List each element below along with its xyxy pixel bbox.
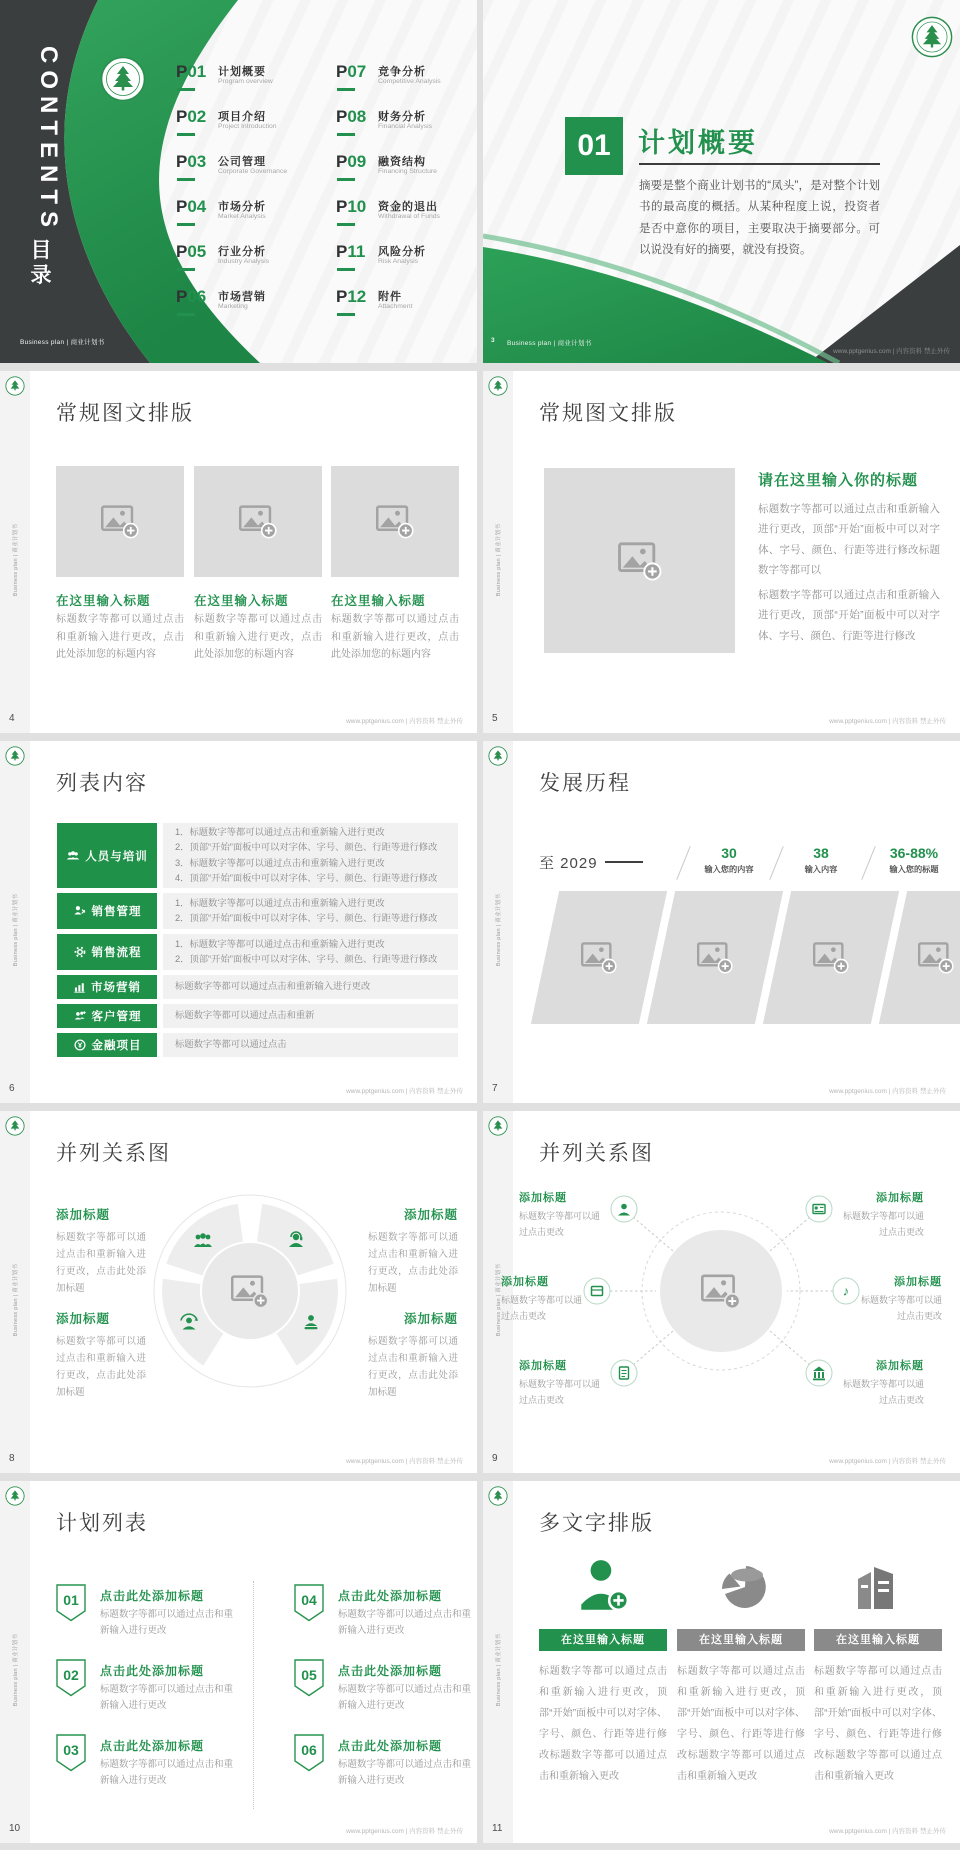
slide-list-thumbnail[interactable] [0, 741, 477, 1103]
section-summary-text: 摘要是整个商业计划书的“凤头”，是对整个计划书的最高度的概括。从某种程度上说，投资者是否中意你的项目，主要取决于摘要部分。可以说没有好的摘要，就没有投资。 [639, 180, 880, 256]
list-button-label: 市场营销 [91, 982, 141, 994]
column-header: 在这里输入标题 [814, 1629, 942, 1651]
salesperson-icon [73, 904, 87, 918]
right-heading: 请在这里输入你的标题 [758, 472, 919, 489]
list-button [57, 934, 157, 970]
timeline-stat [868, 845, 960, 875]
footer-url: www.pptgenius.com | 内容资料 禁止外传 [346, 718, 463, 725]
footer-url: www.pptgenius.com | 内容资料 禁止外传 [829, 718, 946, 725]
column-body: 标题数字等都可以通过点击和重新输入进行更改，点击此处添加您的标题内容 [56, 614, 184, 660]
list-panel: 1．标题数字等都可以通过点击和重新输入进行更改 2．顶部“开始”面板中可以对字体、字号、颜色、行距等进行修改 [163, 934, 458, 970]
tree-emblem-logo-icon [488, 376, 508, 396]
slide-title: 常规图文排版 [539, 402, 677, 425]
toc-prefix: P [176, 62, 188, 81]
column-body: 标题数字等都可以通过点击和重新输入进行更改，点击此处添加您的标题内容 [331, 614, 459, 660]
column-heading: 在这里输入标题 [56, 594, 151, 608]
toc-item[interactable]: P08 财务分析 Financial Analysis [336, 107, 477, 143]
page-number: 10 [9, 1823, 21, 1834]
list-panel: 标题数字等都可以通过点击和重新输入进行更改 [163, 975, 458, 999]
image-placeholder [194, 466, 322, 577]
customers-icon [73, 1009, 87, 1023]
toc-item[interactable]: P07 竞争分析 Competitive Analysis [336, 62, 477, 98]
toc-item[interactable]: P12 附件 Attachment [336, 287, 477, 323]
slide-multitext-thumbnail[interactable] [483, 1481, 960, 1843]
stat-label: 输入内容 [804, 865, 838, 874]
number-badge [56, 1584, 86, 1622]
stat-label: 输入您的内容 [704, 865, 754, 874]
slide-title: 发展历程 [539, 772, 631, 795]
section-number-badge: 01 [565, 117, 623, 175]
footer-url: www.pptgenius.com | 内容资料 禁止外传 [829, 1828, 946, 1835]
image-placeholder [202, 1243, 298, 1339]
slide-title: 多文字排版 [539, 1512, 654, 1535]
slide-title: 计划列表 [56, 1512, 148, 1535]
slide-contents-thumbnail[interactable] [0, 0, 477, 363]
slide-plan-thumbnail[interactable]: Business plan | 商业计划书 10 www.pptgenius.com | 内容资料 禁止外传 计划列表 01 点击此处添加标题 标题数字等都可以通过点击和重新输入进行更改 02 点击此处添加标题 标题数字等都可以通过点击和重新输入进行更改 03 点击此处添加标题 标题数字等都可以通过点击和重新输入进行更改 04 点击此处添加标题 标题数字等都可以通过点击和重新输入进行更改 05 点击此处添加标题 标题数字等都可以通过点击和重新输入进行更改 06 点击此处添加标题 标题数字等都可以通过点击和重新输入进行更改 [0, 1481, 477, 1843]
tree-emblem-logo-icon [5, 746, 25, 766]
page-number: 11 [492, 1823, 503, 1834]
footer-url: www.pptgenius.com | 内容资料 禁止外传 [346, 1458, 463, 1465]
list-button-label: 销售流程 [91, 947, 142, 959]
list-button [57, 823, 157, 888]
cover-footer-text: Business plan | 商业计划书 [20, 339, 105, 346]
list-button-label: 金融项目 [91, 1040, 142, 1052]
slide-pics3-thumbnail[interactable] [0, 371, 477, 733]
svg-text:06: 06 [301, 1742, 317, 1758]
svg-text:04: 04 [301, 1592, 317, 1608]
svg-text:03: 03 [63, 1742, 79, 1758]
stat-value: 38 [813, 845, 829, 861]
page-number: 7 [492, 1083, 498, 1094]
page-number: 5 [492, 713, 498, 724]
list-button [57, 1033, 157, 1057]
toc-item[interactable]: P05 行业分析 Industry Analysis [176, 242, 328, 278]
tree-emblem-logo-icon [5, 376, 25, 396]
slide-pictext-thumbnail[interactable] [483, 371, 960, 733]
sidebar-vertical-text: Business plan | 商业计划书 [496, 523, 502, 597]
column-body: 标题数字等都可以通过点击和重新输入进行更改，点击此处添加您的标题内容 [194, 614, 322, 660]
diagram-text-block: 添加标题 标题数字等都可以通过点击更改 [519, 1360, 601, 1405]
list-button-label: 客户管理 [91, 1011, 142, 1023]
toc-item[interactable]: P02 项目介绍 Project Introduction [176, 107, 328, 143]
finance-icon [73, 1038, 87, 1052]
timeline-year-label: 至 2029 [539, 855, 598, 872]
sidebar-vertical-text: Business plan | 商业计划书 [13, 893, 19, 967]
right-paragraph-2: 标题数字等都可以通过点击和重新输入进行更改，顶部“开始”面板中可以对字体、字号、颜色、行距等进行修改 [758, 589, 940, 642]
toc-item[interactable]: P04 市场分析 Market Analysis [176, 197, 328, 233]
toc-item[interactable]: P03 公司管理 Corporate Governance [176, 152, 328, 188]
toc-item[interactable] [176, 62, 328, 98]
footer-url: www.pptgenius.com | 内容资料 禁止外传 [829, 1458, 946, 1465]
sidebar-vertical-text: Business plan | 商业计划书 [496, 1263, 502, 1337]
list-panel: 标题数字等都可以通过点击 [163, 1033, 458, 1057]
stat-value: 30 [721, 845, 737, 861]
timeline-stat [683, 845, 775, 875]
toc-item[interactable]: P10 资金的退出 Withdrawal of Funds [336, 197, 477, 233]
list-button-label: 销售管理 [91, 906, 142, 918]
page-number: 6 [9, 1083, 15, 1094]
section-title-rule [639, 163, 880, 165]
diagram-text-block: 添加标题 标题数字等都可以通过点击和重新输入进行更改，点击此处添加标题 [368, 1312, 458, 1399]
image-placeholder [647, 891, 783, 1024]
svg-text:♪: ♪ [842, 1283, 850, 1299]
column-divider [253, 1581, 254, 1809]
column-heading: 在这里输入标题 [331, 594, 426, 608]
diagram-text-block: 添加标题 标题数字等都可以通过点击更改 [842, 1360, 924, 1405]
diagram-text-block: 添加标题 标题数字等都可以通过点击和重新输入进行更改，点击此处添加标题 [56, 1208, 146, 1295]
footer-url: www.pptgenius.com | 内容资料 禁止外传 [346, 1088, 463, 1095]
svg-text:01: 01 [63, 1592, 79, 1608]
slide-title: 常规图文排版 [56, 402, 194, 425]
image-placeholder [544, 468, 735, 653]
sidebar-vertical-text: Business plan | 商业计划书 [496, 893, 502, 967]
right-paragraph-1: 标题数字等都可以通过点击和重新输入进行更改，顶部“开始”面板中可以对字体、字号、颜色、行距等进行修改标题数字等都可以 [758, 503, 940, 577]
team-icon [66, 849, 80, 863]
tree-emblem-logo-icon [488, 1486, 508, 1506]
tree-emblem-logo-icon [911, 16, 953, 58]
slide-title: 列表内容 [56, 772, 148, 795]
image-placeholder [56, 466, 184, 577]
list-panel: 1．标题数字等都可以通过点击和重新输入进行更改 2．顶部“开始”面板中可以对字体、字号、颜色、行距等进行修改 [163, 893, 458, 929]
image-placeholder [531, 891, 667, 1024]
diagram-text-block: 添加标题 标题数字等都可以通过点击更改 [519, 1192, 601, 1237]
sidebar-vertical-text: Business plan | 商业计划书 [13, 1633, 19, 1707]
timeline-year-dash [605, 861, 643, 863]
toc-title-en: Program overview [218, 78, 273, 85]
contents-vertical-title: CONTENTS [35, 46, 62, 234]
svg-text:02: 02 [63, 1667, 79, 1683]
sidebar-vertical-text: Business plan | 商业计划书 [13, 523, 19, 597]
list-button-label: 人员与培训 [85, 850, 148, 863]
column-heading: 在这里输入标题 [194, 594, 289, 608]
list-panel: 1．标题数字等都可以通过点击和重新输入进行更改 2．顶部“开始”面板中可以对字体、字号、颜色、行距等进行修改 3．标题数字等都可以通过点击和重新输入进行更改 4．顶部“开始”面板中可以对字体、字号、颜色、行距等进行修改 [163, 823, 458, 888]
diagram-text-block: 添加标题 标题数字等都可以通过点击更改 [860, 1276, 942, 1321]
bar-chart-icon [73, 981, 86, 994]
pie-chart-icon [713, 1561, 771, 1613]
slide-parallel6-thumbnail[interactable] [483, 1111, 960, 1473]
slide-parallel4-thumbnail[interactable] [0, 1111, 477, 1473]
toc-item[interactable]: P09 融资结构 Financing Structure [336, 152, 477, 188]
stat-label: 输入您的标题 [889, 865, 939, 874]
tree-emblem-logo-icon [5, 1486, 25, 1506]
section-footer-text: Business plan | 商业计划书 [507, 339, 592, 347]
slide-title: 并列关系图 [56, 1142, 171, 1165]
diagram-text-block: 添加标题 标题数字等都可以通过点击和重新输入进行更改，点击此处添加标题 [56, 1312, 146, 1399]
image-placeholder [331, 466, 459, 577]
image-placeholder-icon [101, 504, 139, 539]
footer-url: www.pptgenius.com | 内容资料 禁止外传 [833, 348, 950, 355]
image-placeholder [763, 891, 899, 1024]
column-body: 标题数字等都可以通过点击和重新输入进行更改，顶部“开始”面板中可以对字体、字号、颜色、行距等进行修改标题数字等都可以通过点击和重新输入更改 [814, 1666, 942, 1782]
toc-item[interactable]: P06 市场营销 Marketing [176, 287, 328, 323]
footer-url: www.pptgenius.com | 内容资料 禁止外传 [346, 1828, 463, 1835]
diagram-text-block: 添加标题 标题数字等都可以通过点击更改 [501, 1276, 583, 1321]
toc-number: 01 [187, 62, 207, 81]
footer-url: www.pptgenius.com | 内容资料 禁止外传 [829, 1088, 946, 1095]
music-icon [843, 1284, 850, 1299]
slide-timeline-thumbnail[interactable] [483, 741, 960, 1103]
section-title: 计划概要 [638, 128, 758, 158]
column-header: 在这里输入标题 [677, 1629, 805, 1651]
page-number: 9 [492, 1453, 498, 1464]
tree-emblem-logo-icon [488, 746, 508, 766]
stat-value: 36-88% [889, 845, 939, 861]
image-placeholder [660, 1230, 782, 1352]
sidebar-vertical-text: Business plan | 商业计划书 [13, 1263, 19, 1337]
column-header: 在这里输入标题 [539, 1629, 667, 1651]
slide-section-thumbnail[interactable] [483, 0, 960, 363]
buildings-icon [851, 1557, 905, 1615]
toc-item[interactable]: P11 风险分析 Risk Analysis [336, 242, 477, 278]
svg-text:05: 05 [301, 1667, 317, 1683]
column-body: 标题数字等都可以通过点击和重新输入进行更改，顶部“开始”面板中可以对字体、字号、颜色、行距等进行修改标题数字等都可以通过点击和重新输入更改 [677, 1666, 805, 1782]
list-button [57, 893, 157, 929]
slide-title: 并列关系图 [539, 1142, 654, 1165]
tree-emblem-logo-icon [100, 56, 146, 102]
sidebar-vertical-text: Business plan | 商业计划书 [496, 1633, 502, 1707]
process-gear-icon [73, 945, 87, 959]
diagram-text-block: 添加标题 标题数字等都可以通过点击更改 [842, 1192, 924, 1237]
page-number: 8 [9, 1453, 15, 1464]
list-panel: 标题数字等都可以通过点击和重新 [163, 1004, 458, 1028]
person-add-icon [577, 1557, 629, 1617]
toc-title-zh: 计划概要 [218, 66, 266, 78]
page-number: 4 [9, 713, 15, 724]
contents-vertical-subtitle: 目录 [30, 239, 52, 288]
column-body: 标题数字等都可以通过点击和重新输入进行更改，顶部“开始”面板中可以对字体、字号、颜色、行距等进行修改标题数字等都可以通过点击和重新输入更改 [539, 1666, 667, 1782]
timeline-stat [775, 845, 867, 875]
list-button [57, 975, 157, 999]
diagram-text-block: 添加标题 标题数字等都可以通过点击和重新输入进行更改，点击此处添加标题 [368, 1208, 458, 1295]
section-page-number: 3 [491, 337, 495, 344]
list-button [57, 1004, 157, 1028]
